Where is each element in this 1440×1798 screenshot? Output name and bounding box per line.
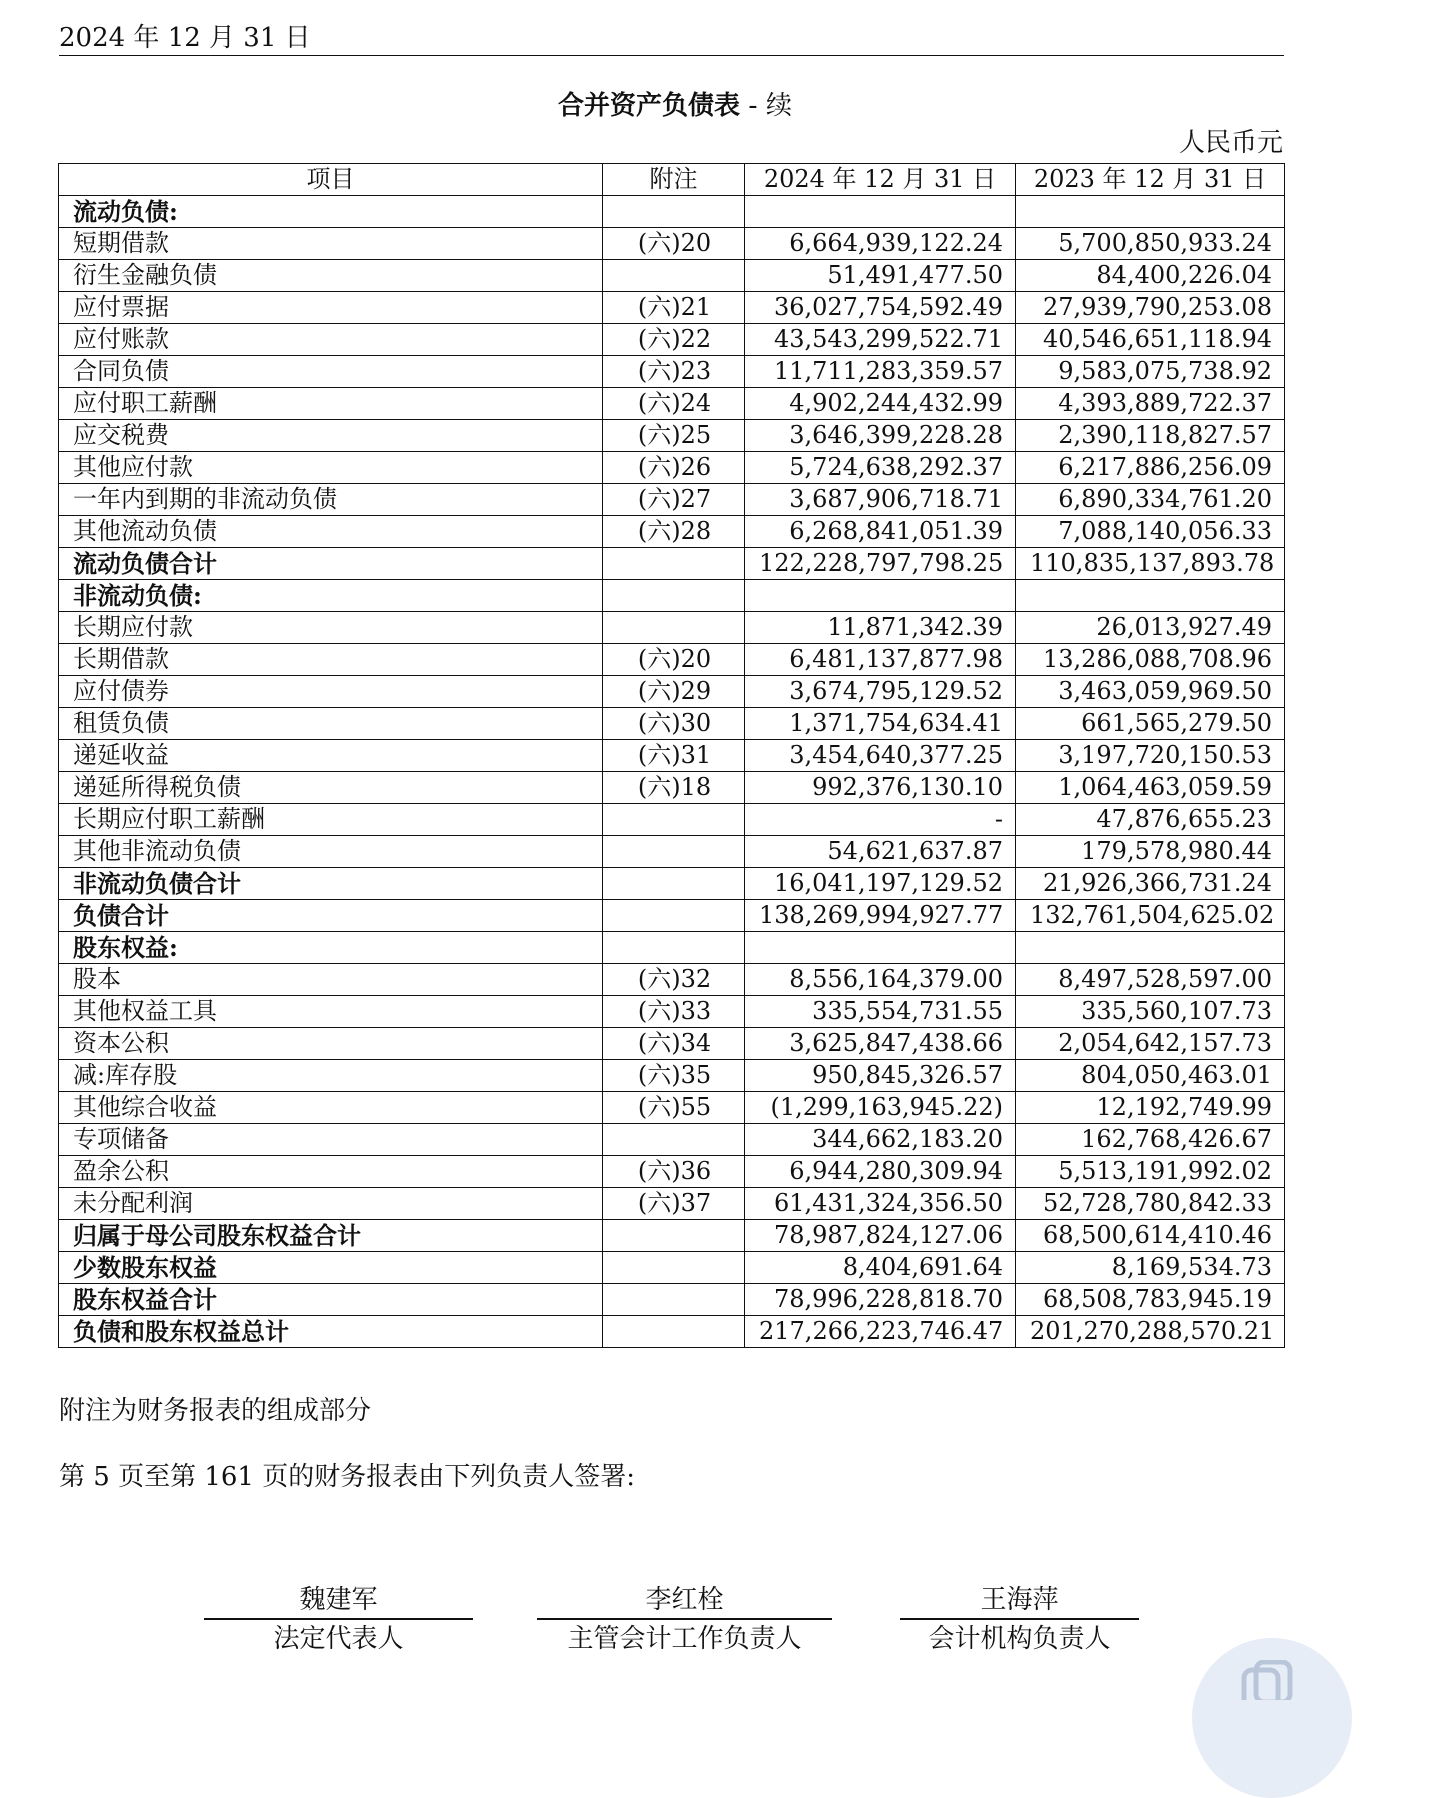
cell-note: (六)31 bbox=[603, 740, 745, 772]
cell-2024: 11,871,342.39 bbox=[745, 612, 1016, 644]
table-row bbox=[59, 1124, 1285, 1156]
cell-note bbox=[603, 1284, 745, 1316]
table-row bbox=[59, 644, 1285, 676]
cell-item: 股本 bbox=[59, 964, 603, 996]
cell-note bbox=[603, 932, 745, 964]
cell-2023: 162,768,426.67 bbox=[1016, 1124, 1285, 1156]
cell-item: 长期借款 bbox=[59, 644, 603, 676]
cell-2024: 6,664,939,122.24 bbox=[745, 228, 1016, 260]
table-row bbox=[59, 388, 1285, 420]
column-header-2023: 2023 年 12 月 31 日 bbox=[1016, 164, 1285, 196]
cell-2024 bbox=[745, 580, 1016, 612]
cell-2023: 804,050,463.01 bbox=[1016, 1060, 1285, 1092]
cell-note bbox=[603, 548, 745, 580]
cell-note: (六)30 bbox=[603, 708, 745, 740]
cell-note bbox=[603, 196, 745, 228]
cell-item: 盈余公积 bbox=[59, 1156, 603, 1188]
cell-item: 长期应付职工薪酬 bbox=[59, 804, 603, 836]
copy-icon bbox=[1238, 1660, 1298, 1700]
cell-item: 其他流动负债 bbox=[59, 516, 603, 548]
table-row bbox=[59, 708, 1285, 740]
table-row bbox=[59, 676, 1285, 708]
cell-item: 股东权益: bbox=[59, 932, 603, 964]
table-row bbox=[59, 516, 1285, 548]
table-row bbox=[59, 964, 1285, 996]
cell-note bbox=[603, 612, 745, 644]
cell-2024: 3,454,640,377.25 bbox=[745, 740, 1016, 772]
cell-item: 应付债券 bbox=[59, 676, 603, 708]
table-row bbox=[59, 452, 1285, 484]
cell-2024: 43,543,299,522.71 bbox=[745, 324, 1016, 356]
cell-note bbox=[603, 804, 745, 836]
cell-item: 其他综合收益 bbox=[59, 1092, 603, 1124]
signature-name: 王海萍 bbox=[900, 1582, 1139, 1620]
table-row bbox=[59, 1028, 1285, 1060]
cell-2023: 5,513,191,992.02 bbox=[1016, 1156, 1285, 1188]
cell-note: (六)35 bbox=[603, 1060, 745, 1092]
table-row bbox=[59, 1316, 1285, 1348]
signature-name: 魏建军 bbox=[204, 1582, 473, 1620]
cell-note: (六)33 bbox=[603, 996, 745, 1028]
cell-2023: 7,088,140,056.33 bbox=[1016, 516, 1285, 548]
cell-item: 租赁负债 bbox=[59, 708, 603, 740]
cell-item: 递延收益 bbox=[59, 740, 603, 772]
cell-2024 bbox=[745, 932, 1016, 964]
cell-item: 非流动负债合计 bbox=[59, 868, 603, 900]
cell-item: 衍生金融负债 bbox=[59, 260, 603, 292]
cell-2023: 40,546,651,118.94 bbox=[1016, 324, 1285, 356]
cell-note bbox=[603, 1316, 745, 1348]
cell-item: 短期借款 bbox=[59, 228, 603, 260]
signature-legal-representative bbox=[204, 1582, 473, 1656]
cell-2023: 47,876,655.23 bbox=[1016, 804, 1285, 836]
cell-item: 流动负债: bbox=[59, 196, 603, 228]
signature-accounting-head bbox=[900, 1582, 1139, 1656]
cell-2024: 11,711,283,359.57 bbox=[745, 356, 1016, 388]
document-title bbox=[0, 88, 1350, 124]
cell-2024: 6,481,137,877.98 bbox=[745, 644, 1016, 676]
cell-item: 合同负债 bbox=[59, 356, 603, 388]
cell-item: 资本公积 bbox=[59, 1028, 603, 1060]
cell-2024: 61,431,324,356.50 bbox=[745, 1188, 1016, 1220]
cell-note: (六)21 bbox=[603, 292, 745, 324]
table-row bbox=[59, 1188, 1285, 1220]
cell-note bbox=[603, 868, 745, 900]
cell-note: (六)55 bbox=[603, 1092, 745, 1124]
cell-note: (六)23 bbox=[603, 356, 745, 388]
cell-2024 bbox=[745, 196, 1016, 228]
report-date: 2024 年 12 月 31 日 bbox=[59, 22, 1284, 56]
cell-2023: 2,054,642,157.73 bbox=[1016, 1028, 1285, 1060]
cell-2023: 3,197,720,150.53 bbox=[1016, 740, 1285, 772]
cell-2024: 992,376,130.10 bbox=[745, 772, 1016, 804]
cell-2023: 4,393,889,722.37 bbox=[1016, 388, 1285, 420]
table-row bbox=[59, 292, 1285, 324]
cell-2024: 3,674,795,129.52 bbox=[745, 676, 1016, 708]
cell-note: (六)29 bbox=[603, 676, 745, 708]
cell-2024: 5,724,638,292.37 bbox=[745, 452, 1016, 484]
cell-item: 负债合计 bbox=[59, 900, 603, 932]
cell-item: 应付账款 bbox=[59, 324, 603, 356]
table-row bbox=[59, 356, 1285, 388]
cell-item: 递延所得税负债 bbox=[59, 772, 603, 804]
title-separator: - bbox=[740, 91, 766, 121]
cell-note bbox=[603, 1124, 745, 1156]
table-row bbox=[59, 1284, 1285, 1316]
cell-item: 流动负债合计 bbox=[59, 548, 603, 580]
currency-unit: 人民币元 bbox=[1178, 128, 1283, 158]
cell-2023: 3,463,059,969.50 bbox=[1016, 676, 1285, 708]
cell-note: (六)36 bbox=[603, 1156, 745, 1188]
table-row bbox=[59, 324, 1285, 356]
table-row bbox=[59, 1060, 1285, 1092]
cell-note: (六)26 bbox=[603, 452, 745, 484]
cell-2024: 3,687,906,718.71 bbox=[745, 484, 1016, 516]
table-row bbox=[59, 196, 1285, 228]
table-row bbox=[59, 836, 1285, 868]
footnote-statement-parts: 附注为财务报表的组成部分 bbox=[59, 1396, 372, 1426]
cell-note bbox=[603, 836, 745, 868]
cell-item: 长期应付款 bbox=[59, 612, 603, 644]
cell-2023: 12,192,749.99 bbox=[1016, 1092, 1285, 1124]
cell-note: (六)37 bbox=[603, 1188, 745, 1220]
cell-item: 归属于母公司股东权益合计 bbox=[59, 1220, 603, 1252]
cell-note: (六)20 bbox=[603, 644, 745, 676]
cell-2024: 335,554,731.55 bbox=[745, 996, 1016, 1028]
cell-item: 一年内到期的非流动负债 bbox=[59, 484, 603, 516]
cell-2023: 2,390,118,827.57 bbox=[1016, 420, 1285, 452]
table-row bbox=[59, 868, 1285, 900]
cell-item: 其他权益工具 bbox=[59, 996, 603, 1028]
cell-2024: 51,491,477.50 bbox=[745, 260, 1016, 292]
cell-item: 股东权益合计 bbox=[59, 1284, 603, 1316]
cell-item: 应交税费 bbox=[59, 420, 603, 452]
cell-item: 应付票据 bbox=[59, 292, 603, 324]
table-row bbox=[59, 932, 1285, 964]
signature-chief-accountant bbox=[537, 1582, 832, 1656]
cell-2024: 16,041,197,129.52 bbox=[745, 868, 1016, 900]
cell-2023: 5,700,850,933.24 bbox=[1016, 228, 1285, 260]
cell-note: (六)20 bbox=[603, 228, 745, 260]
cell-2023: 27,939,790,253.08 bbox=[1016, 292, 1285, 324]
cell-2023: 26,013,927.49 bbox=[1016, 612, 1285, 644]
cell-2023: 6,890,334,761.20 bbox=[1016, 484, 1285, 516]
cell-2024: 138,269,994,927.77 bbox=[745, 900, 1016, 932]
cell-2023: 8,497,528,597.00 bbox=[1016, 964, 1285, 996]
column-header-item: 项目 bbox=[59, 164, 603, 196]
table-row bbox=[59, 804, 1285, 836]
cell-2024: - bbox=[745, 804, 1016, 836]
table-body bbox=[59, 196, 1285, 1348]
cell-2023: 179,578,980.44 bbox=[1016, 836, 1285, 868]
cell-2023: 6,217,886,256.09 bbox=[1016, 452, 1285, 484]
cell-note bbox=[603, 580, 745, 612]
cell-2024: 36,027,754,592.49 bbox=[745, 292, 1016, 324]
signature-role: 会计机构负责人 bbox=[928, 1624, 1111, 1654]
title-main: 合并资产负债表 bbox=[558, 91, 741, 121]
cell-note: (六)32 bbox=[603, 964, 745, 996]
signature-role: 主管会计工作负责人 bbox=[567, 1624, 802, 1654]
cell-2024: (1,299,163,945.22) bbox=[745, 1092, 1016, 1124]
cell-2024: 4,902,244,432.99 bbox=[745, 388, 1016, 420]
cell-note bbox=[603, 260, 745, 292]
cell-2023: 84,400,226.04 bbox=[1016, 260, 1285, 292]
cell-note: (六)27 bbox=[603, 484, 745, 516]
cell-note: (六)18 bbox=[603, 772, 745, 804]
table-row bbox=[59, 228, 1285, 260]
table-row bbox=[59, 740, 1285, 772]
floating-copy-button[interactable] bbox=[1192, 1638, 1352, 1798]
cell-2023: 13,286,088,708.96 bbox=[1016, 644, 1285, 676]
cell-item: 少数股东权益 bbox=[59, 1252, 603, 1284]
signature-role: 法定代表人 bbox=[273, 1624, 404, 1654]
table-row bbox=[59, 548, 1285, 580]
table-row bbox=[59, 900, 1285, 932]
cell-item: 未分配利润 bbox=[59, 1188, 603, 1220]
column-header-2024: 2024 年 12 月 31 日 bbox=[745, 164, 1016, 196]
table-row bbox=[59, 260, 1285, 292]
table-row bbox=[59, 420, 1285, 452]
cell-2023: 132,761,504,625.02 bbox=[1016, 900, 1285, 932]
cell-2023: 68,500,614,410.46 bbox=[1016, 1220, 1285, 1252]
cell-2023: 201,270,288,570.21 bbox=[1016, 1316, 1285, 1348]
column-header-note: 附注 bbox=[603, 164, 745, 196]
cell-2023 bbox=[1016, 932, 1285, 964]
title-suffix: 续 bbox=[765, 91, 792, 121]
cell-2024: 78,987,824,127.06 bbox=[745, 1220, 1016, 1252]
cell-2024: 54,621,637.87 bbox=[745, 836, 1016, 868]
cell-2023: 8,169,534.73 bbox=[1016, 1252, 1285, 1284]
cell-note bbox=[603, 1252, 745, 1284]
cell-item: 其他应付款 bbox=[59, 452, 603, 484]
cell-2024: 950,845,326.57 bbox=[745, 1060, 1016, 1092]
cell-2023: 335,560,107.73 bbox=[1016, 996, 1285, 1028]
cell-2023: 52,728,780,842.33 bbox=[1016, 1188, 1285, 1220]
cell-2024: 3,646,399,228.28 bbox=[745, 420, 1016, 452]
cell-2024: 6,268,841,051.39 bbox=[745, 516, 1016, 548]
cell-2023: 9,583,075,738.92 bbox=[1016, 356, 1285, 388]
cell-2024: 8,556,164,379.00 bbox=[745, 964, 1016, 996]
cell-item: 减:库存股 bbox=[59, 1060, 603, 1092]
cell-2024: 344,662,183.20 bbox=[745, 1124, 1016, 1156]
cell-2024: 78,996,228,818.70 bbox=[745, 1284, 1016, 1316]
table-row bbox=[59, 1156, 1285, 1188]
table-row bbox=[59, 1220, 1285, 1252]
cell-2024: 217,266,223,746.47 bbox=[745, 1316, 1016, 1348]
table-row bbox=[59, 996, 1285, 1028]
cell-2024: 122,228,797,798.25 bbox=[745, 548, 1016, 580]
cell-item: 专项储备 bbox=[59, 1124, 603, 1156]
table-row bbox=[59, 1092, 1285, 1124]
cell-2023: 21,926,366,731.24 bbox=[1016, 868, 1285, 900]
cell-note bbox=[603, 1220, 745, 1252]
cell-note: (六)34 bbox=[603, 1028, 745, 1060]
cell-note: (六)24 bbox=[603, 388, 745, 420]
table-header-row bbox=[59, 164, 1285, 196]
cell-note: (六)28 bbox=[603, 516, 745, 548]
table-row bbox=[59, 612, 1285, 644]
cell-item: 其他非流动负债 bbox=[59, 836, 603, 868]
table-row bbox=[59, 484, 1285, 516]
cell-item: 负债和股东权益总计 bbox=[59, 1316, 603, 1348]
cell-2024: 3,625,847,438.66 bbox=[745, 1028, 1016, 1060]
cell-2024: 8,404,691.64 bbox=[745, 1252, 1016, 1284]
cell-2024: 1,371,754,634.41 bbox=[745, 708, 1016, 740]
table-row bbox=[59, 1252, 1285, 1284]
balance-sheet-table bbox=[58, 163, 1285, 1348]
cell-note bbox=[603, 900, 745, 932]
cell-2023: 661,565,279.50 bbox=[1016, 708, 1285, 740]
table-row bbox=[59, 772, 1285, 804]
cell-item: 非流动负债: bbox=[59, 580, 603, 612]
table-row bbox=[59, 580, 1285, 612]
cell-2023: 110,835,137,893.78 bbox=[1016, 548, 1285, 580]
signature-name: 李红栓 bbox=[537, 1582, 832, 1620]
cell-note: (六)22 bbox=[603, 324, 745, 356]
cell-2023 bbox=[1016, 580, 1285, 612]
cell-note: (六)25 bbox=[603, 420, 745, 452]
footnote-signatories: 第 5 页至第 161 页的财务报表由下列负责人签署: bbox=[59, 1462, 635, 1492]
cell-2024: 6,944,280,309.94 bbox=[745, 1156, 1016, 1188]
cell-item: 应付职工薪酬 bbox=[59, 388, 603, 420]
cell-2023: 1,064,463,059.59 bbox=[1016, 772, 1285, 804]
cell-2023: 68,508,783,945.19 bbox=[1016, 1284, 1285, 1316]
cell-2023 bbox=[1016, 196, 1285, 228]
